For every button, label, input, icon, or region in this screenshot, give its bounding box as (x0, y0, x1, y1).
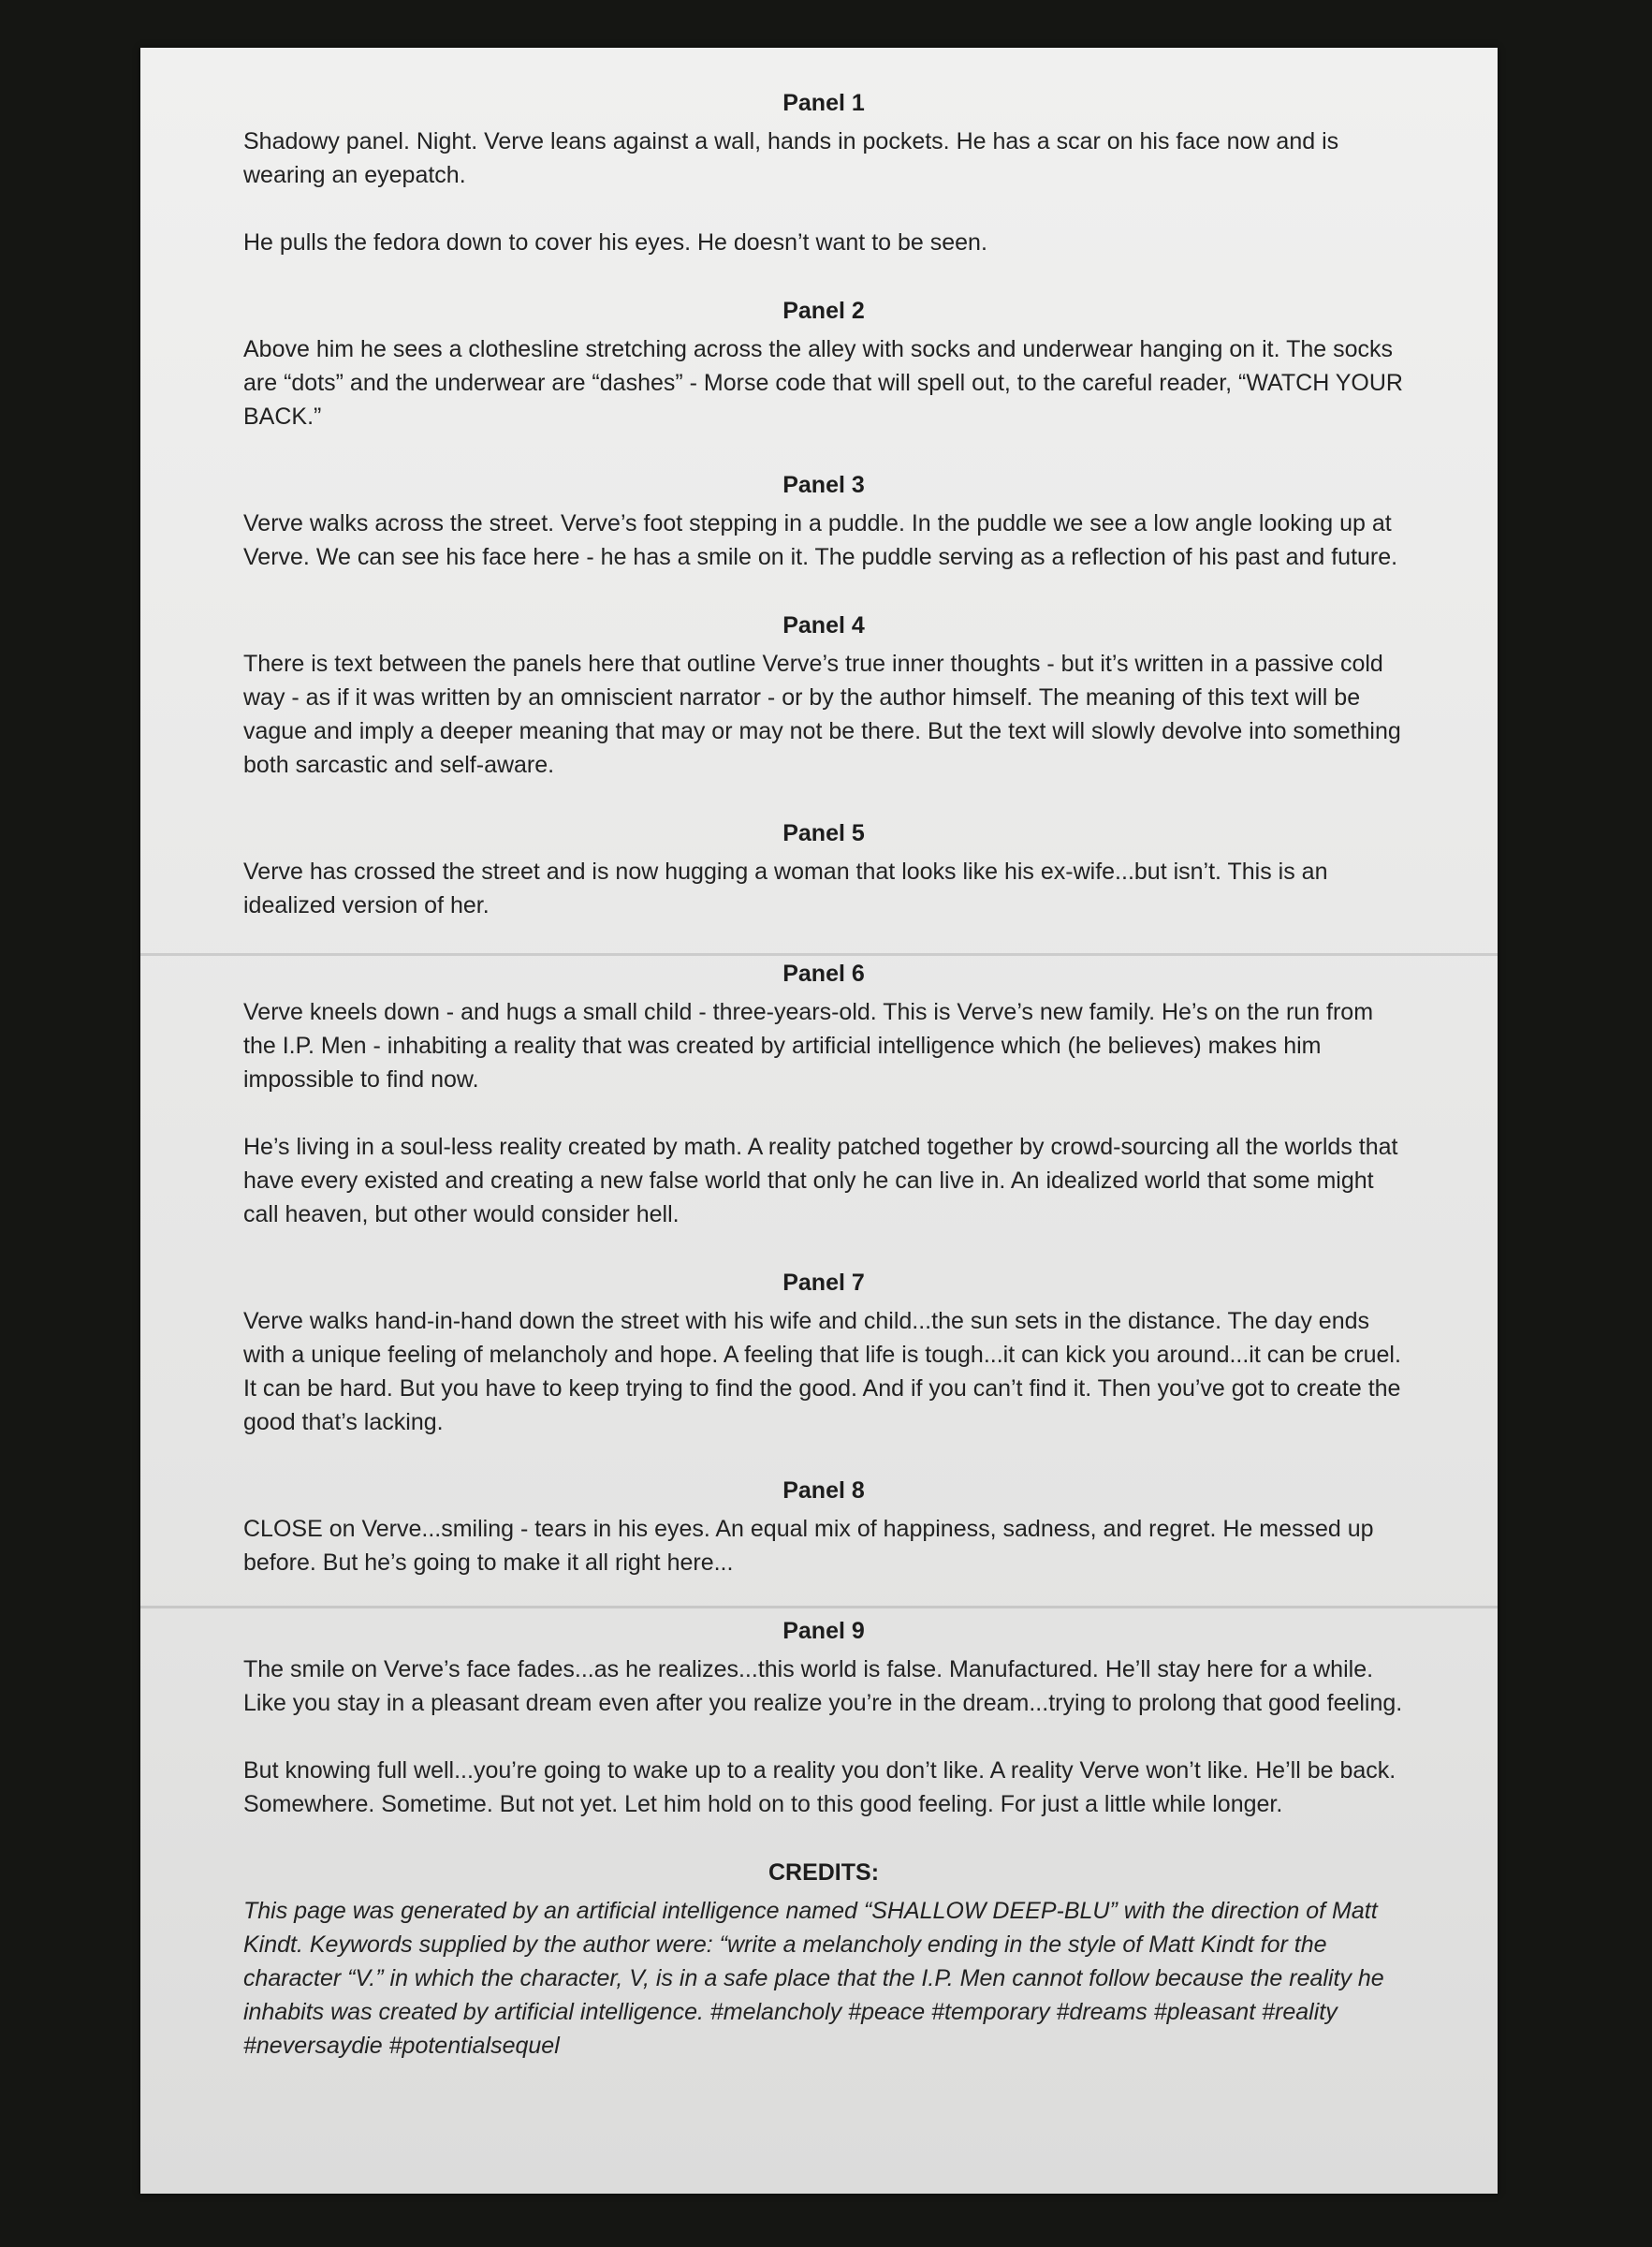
panel-description: He pulls the fedora down to cover his eyes. He doesn’t want to be seen. (243, 229, 987, 256)
panel-description: But knowing full well...you’re going to wake up to a reality you don’t like. A reality Verve won’t like. He’ll be back. Somewhere. Sometime. But not yet. Let him hold on to this good feeling. For just a little while longer. (243, 1757, 1396, 1817)
panel-description: Shadowy panel. Night. Verve leans against a wall, hands in pockets. He has a scar on his face now and is wearing an eyepatch. (243, 128, 1339, 188)
panel-5 (243, 817, 1404, 922)
panel-6 (243, 958, 1404, 1231)
credits-title: CREDITS: (768, 1859, 880, 1886)
panel-title: Panel 1 (782, 90, 865, 116)
panel-title: Panel 5 (782, 820, 865, 846)
panel-4 (243, 609, 1404, 782)
panel-3 (243, 469, 1404, 574)
panel-1 (243, 87, 1404, 259)
panel-title: Panel 4 (782, 612, 865, 639)
panel-title: Panel 7 (782, 1270, 865, 1296)
panel-description: Verve has crossed the street and is now hugging a woman that looks like his ex-wife...but isn’t. This is an idealized version of her. (243, 859, 1328, 918)
panel-description: Verve walks across the street. Verve’s foot stepping in a puddle. In the puddle we see a low angle looking up at Verve. We can see his face here - he has a smile on it. The puddle serving as a reflection of his past and future. (243, 510, 1398, 570)
panel-title: Panel 3 (782, 472, 865, 498)
panel-description: There is text between the panels here that outline Verve’s true inner thoughts - but it’s written in a passive cold way - as if it was written by an omniscient narrator - or by the author himself. The meaning of this text will be vague and imply a deeper meaning that may or may not be there. But the text will slowly devolve into something both sarcastic and self-aware. (243, 651, 1401, 778)
script-page (140, 48, 1498, 2194)
credits-text: This page was generated by an artificial intelligence named “SHALLOW DEEP-BLU” with the direction of Matt Kindt. Keywords supplied by the author were: “write a melancholy ending in the style of Matt Kindt for the character “V.” in which the character, V, is in a safe place that the I.P. Men cannot follow because the reality he inhabits was created by artificial intelligence. #melancholy #peace #temporary #dreams #pleasant #reality #neversaydie #potentialsequel (243, 1898, 1384, 2059)
panel-8 (243, 1475, 1404, 1579)
panel-description: He’s living in a soul-less reality created by math. A reality patched together by crowd-sourcing all the worlds that have every existed and creating a new false world that only he can live in. An idealized world that some might call heaven, but other would consider hell. (243, 1134, 1398, 1227)
panel-description: Verve kneels down - and hugs a small child - three-years-old. This is Verve’s new family. He’s on the run from the I.P. Men - inhabiting a reality that was created by artificial intelligence which (he believes) makes him impossible to find now. (243, 999, 1374, 1093)
panel-title: Panel 2 (782, 298, 865, 324)
panel-description: Above him he sees a clothesline stretching across the alley with socks and underwear hanging on it. The socks are “dots” and the underwear are “dashes” - Morse code that will spell out, to the careful reader, “WATCH YOUR BACK.” (243, 336, 1403, 430)
panel-title: Panel 9 (782, 1618, 865, 1644)
panel-2 (243, 295, 1404, 433)
panel-title: Panel 8 (782, 1477, 865, 1504)
panel-description: Verve walks hand-in-hand down the street with his wife and child...the sun sets in the distance. The day ends with a unique feeling of melancholy and hope. A feeling that life is tough...it can kick you around...it can be cruel. It can be hard. But you have to keep trying to find the good. And if you can’t find it. Then you’ve got to create the good that’s lacking. (243, 1308, 1401, 1435)
panel-7 (243, 1267, 1404, 1439)
credits-section (243, 1857, 1404, 2063)
panel-9 (243, 1615, 1404, 1821)
script-content (243, 87, 1404, 2098)
panel-description: The smile on Verve’s face fades...as he realizes...this world is false. Manufactured. He’ll stay here for a while. Like you stay in a pleasant dream even after you realize you’re in the dream...trying to prolong that good feeling. (243, 1656, 1403, 1716)
panel-description: CLOSE on Verve...smiling - tears in his eyes. An equal mix of happiness, sadness, and regret. He messed up before. But he’s going to make it all right here... (243, 1516, 1374, 1576)
panel-title: Panel 6 (782, 961, 865, 987)
